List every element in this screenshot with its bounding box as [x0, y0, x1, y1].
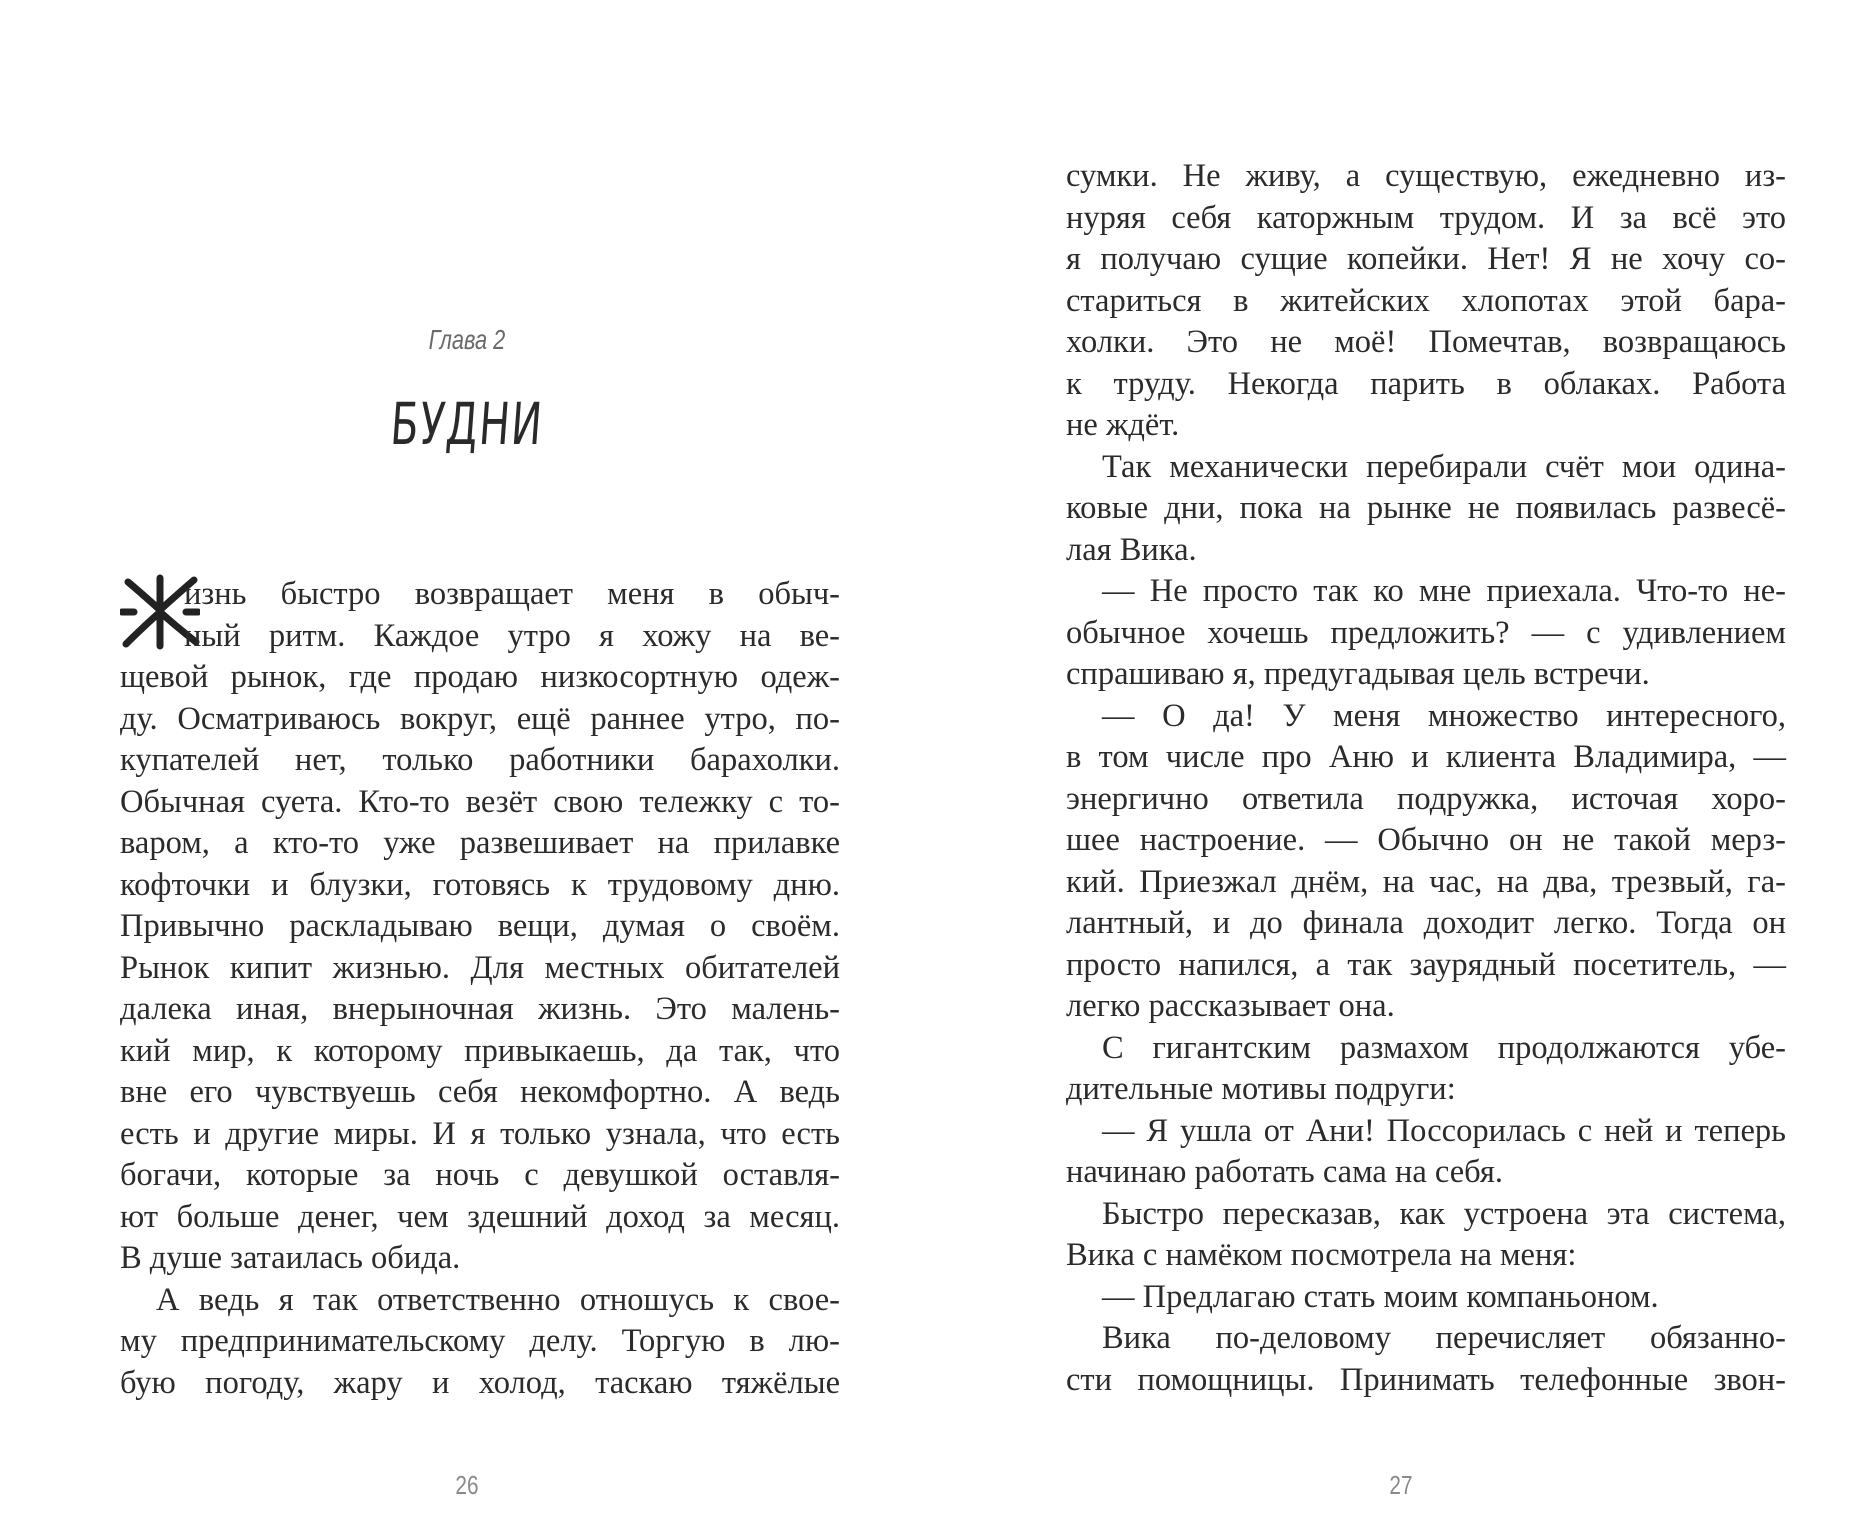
text-line: ют больше денег, чем здешний доход за месяц. — [120, 1198, 840, 1235]
text-line: щевой рынок, где продаю низкосортную одеж- — [120, 659, 840, 695]
text-line: далека иная, внерыночная жизнь. Это малень- — [120, 991, 840, 1027]
text-line: стариться в житейских хлопотах этой бара- — [1066, 282, 1786, 319]
text-line: сумки. Не живу, а существую, ежедневно из- — [1066, 158, 1786, 194]
text-line: в том числе про Аню и клиента Владимира, — — [1066, 739, 1786, 775]
text-line: к труду. Некогда парить в облаках. Работа — [1066, 365, 1786, 402]
text-line: С гигантским размахом продолжаются убе- — [1102, 1029, 1786, 1066]
text-line: богачи, которые за ночь с девушкой оставля- — [120, 1157, 840, 1193]
chapter-label: Глава 2 — [428, 324, 506, 355]
text-line: энергично ответила подружка, источая хоро- — [1066, 780, 1786, 817]
text-line: — Не просто так ко мне приехала. Что-то не- — [1102, 573, 1786, 609]
text-line: А ведь я так ответственно отношусь к свое- — [156, 1281, 840, 1318]
text-line: В душе затаилась обида. — [120, 1240, 461, 1276]
text-line: ковые дни, пока на рынке не появилась развесё- — [1066, 490, 1786, 526]
text-line: изнь быстро возвращает меня в обыч- — [184, 576, 840, 612]
text-line: — О да! У меня множество интересного, — [1102, 697, 1786, 734]
text-line: Рынок кипит жизнью. Для местных обитателей — [120, 949, 840, 986]
text-line: обычное хочешь предложить? — с удивлением — [1066, 614, 1786, 651]
chapter-title: БУДНИ — [388, 390, 546, 458]
text-line: сти помощницы. Принимать телефонные звон- — [1066, 1361, 1786, 1398]
text-line: просто напился, а так заурядный посетитель, — — [1066, 946, 1786, 983]
left-body-text — [120, 574, 840, 1404]
text-line: дительные мотивы подруги: — [1066, 1071, 1456, 1107]
text-line: бую погоду, жару и холод, таскаю тяжёлые — [120, 1364, 840, 1401]
text-line: спрашиваю я, предугадывая цель встречи. — [1066, 656, 1650, 692]
text-line: — Я ушла от Ани! Поссорилась с ней и теперь — [1102, 1112, 1786, 1149]
text-line: есть и другие миры. И я только узнала, что есть — [120, 1115, 840, 1152]
text-line: — Предлагаю стать моим компаньоном. — [1102, 1278, 1659, 1315]
text-line: я получаю сущие копейки. Нет! Я не хочу со- — [1066, 241, 1786, 277]
text-line: шее настроение. — Обычно он не такой мерз- — [1066, 822, 1786, 858]
text-line: Вика по-деловому перечисляет обязанно- — [1102, 1320, 1786, 1356]
page-number-left: 26 — [455, 1470, 479, 1500]
text-line: кий. Приезжал днём, на час, на два, трезвый, га- — [1066, 863, 1786, 900]
text-line: Обычная суета. Кто-то везёт свою тележку с то- — [120, 783, 840, 820]
text-line: варом, а кто-то уже развешивает на прилавке — [120, 825, 840, 861]
right-page — [934, 0, 1868, 1535]
text-line: му предпринимательскому делу. Торгую в лю- — [120, 1323, 840, 1359]
text-line: вне его чувствуешь себя некомфортно. А ведь — [120, 1074, 840, 1110]
text-line: нуряя себя каторжным трудом. И за всё это — [1066, 199, 1786, 236]
text-line: легко рассказывает она. — [1066, 988, 1395, 1024]
text-line: кофточки и блузки, готовясь к трудовому дню. — [120, 866, 840, 903]
text-line: Вика с намёком посмотрела на меня: — [1066, 1237, 1577, 1273]
text-line: ду. Осматриваюсь вокруг, ещё раннее утро, по- — [120, 700, 840, 737]
text-line: лая Вика. — [1066, 531, 1197, 568]
text-line: кий мир, к которому привыкаешь, да так, что — [120, 1032, 840, 1069]
text-line: купателей нет, только работники барахолки. — [120, 742, 840, 778]
page-number-right: 27 — [1389, 1470, 1413, 1500]
right-body-text — [1066, 156, 1786, 1401]
text-line: Быстро пересказав, как устроена эта система, — [1102, 1195, 1786, 1232]
text-line: лантный, и до финала доходит легко. Тогда он — [1066, 905, 1786, 941]
text-line: Так механически перебирали счёт мои одина- — [1102, 448, 1786, 485]
text-line: ный ритм. Каждое утро я хожу на ве- — [184, 617, 840, 654]
text-line: начинаю работать сама на себя. — [1066, 1154, 1503, 1190]
text-line: Привычно раскладываю вещи, думая о своём. — [120, 908, 840, 944]
text-line: не ждёт. — [1066, 407, 1180, 443]
text-line: холки. Это не моё! Помечтав, возвращаюсь — [1066, 324, 1786, 360]
